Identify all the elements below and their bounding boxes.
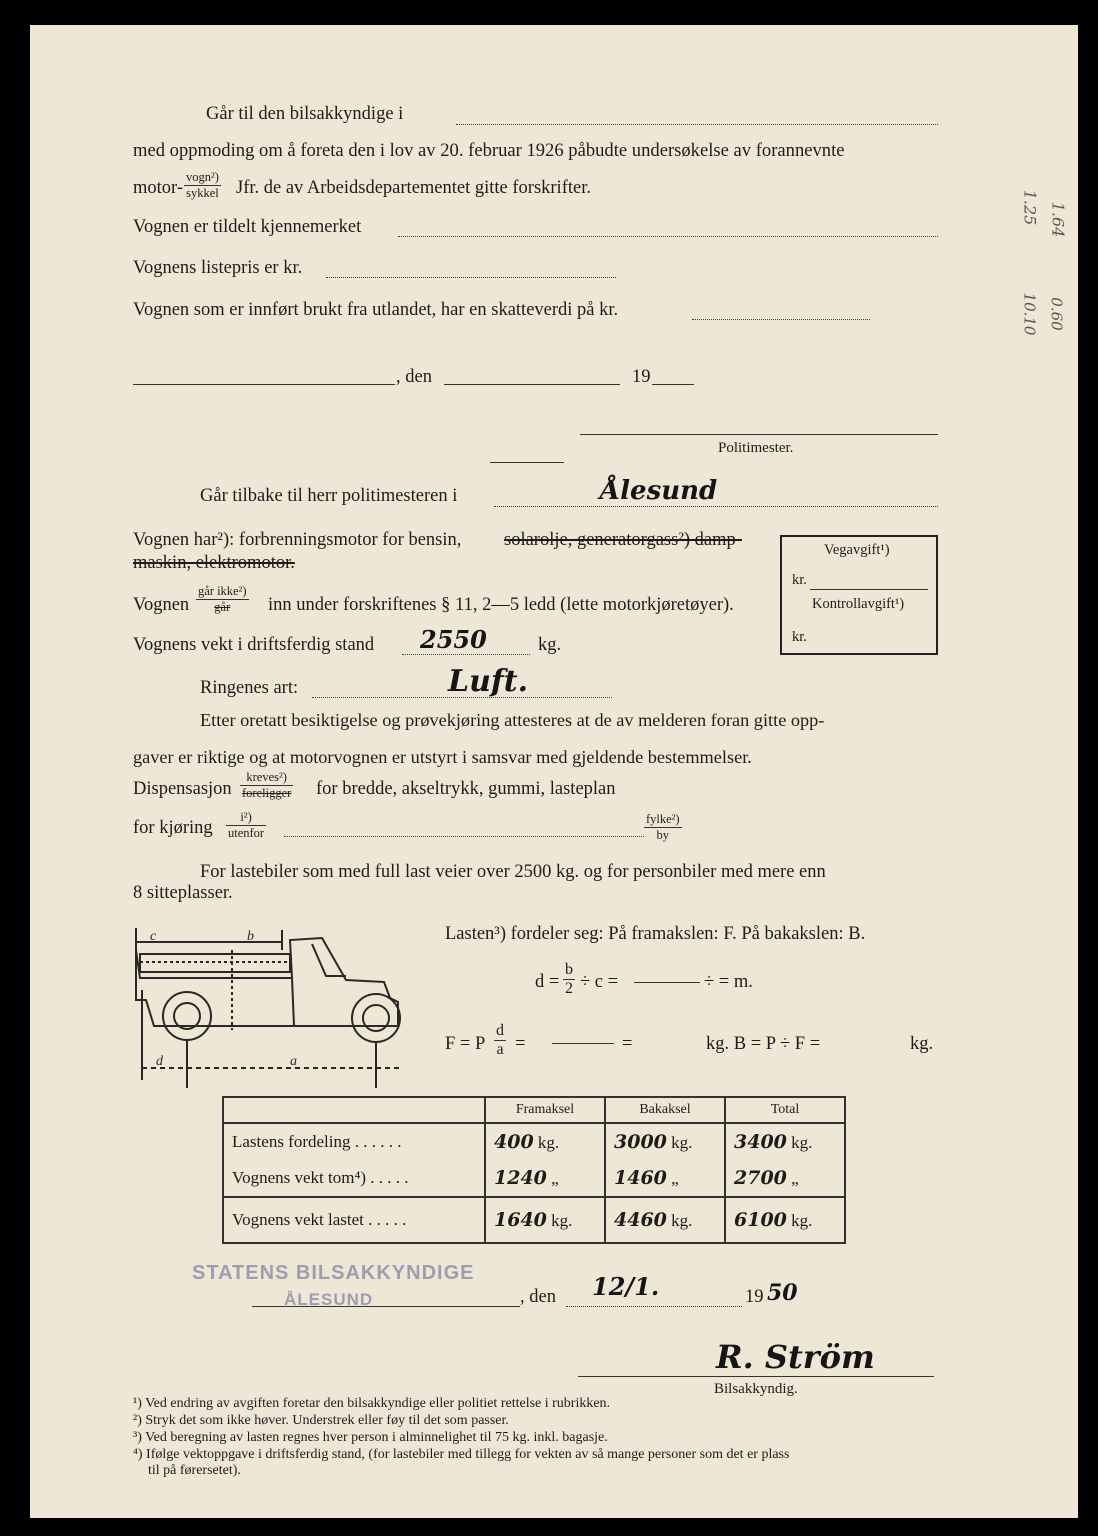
gar-fraction xyxy=(196,584,249,615)
table-row xyxy=(223,1123,845,1160)
table-row xyxy=(223,1160,845,1197)
frac-vogn-bottom: sykkel xyxy=(186,186,219,200)
formula-d-over-a xyxy=(494,1022,506,1059)
footnote-4: ⁴) Ifølge vektoppgave i driftsferdig stand, (for lastebiler med tillegg for vekten av så mange personer som det er plass xyxy=(133,1447,790,1462)
frac-vogn-top: vogn²) xyxy=(186,170,219,184)
dispensasjon-suffix: for bredde, akseltrykk, gummi, lasteplan xyxy=(316,779,616,799)
place-line[interactable] xyxy=(133,384,395,385)
kr-label-2: kr. xyxy=(792,629,807,645)
signoff-den: , den xyxy=(520,1287,556,1307)
signoff-date: 12/1. xyxy=(592,1272,660,1301)
formula-f-a: a xyxy=(496,1041,504,1058)
signature: R. Ström xyxy=(716,1338,875,1376)
intro-line-3-suffix: Jfr. de av Arbeidsdepartementet gitte forskrifter. xyxy=(236,178,591,198)
cell-value[interactable] xyxy=(485,1123,605,1160)
year-label: 19 xyxy=(632,367,651,387)
row0-unit-1: kg. xyxy=(537,1133,560,1152)
vognen-label: Vognen xyxy=(133,595,190,615)
listepris-label: Vognens listepris er kr. xyxy=(133,258,303,278)
frac-fylke-bottom: by xyxy=(656,828,670,842)
diagram-label-c: c xyxy=(150,929,157,944)
row2-total: 6100 xyxy=(734,1209,787,1231)
row1-unit-3: „ xyxy=(791,1169,799,1188)
fee-box xyxy=(780,535,938,655)
cell-value[interactable] xyxy=(725,1123,845,1160)
cell-value[interactable] xyxy=(605,1123,725,1160)
year-line[interactable] xyxy=(652,384,694,385)
formula-kg: kg. xyxy=(910,1034,934,1054)
formula-d-line[interactable] xyxy=(634,982,700,983)
frac-fylke-top: fylke²) xyxy=(646,812,680,826)
fylke-by-fraction xyxy=(644,812,682,843)
struck-fuel-types-2: maskin, elektromotor. xyxy=(133,553,295,573)
attest-line-2: gaver er riktige og at motorvognen er utstyrt i samsvar med gjeldende bestemmelser. xyxy=(133,747,752,767)
row1-bakaksel: 1460 xyxy=(614,1167,667,1189)
margin-note-4: 0.60 xyxy=(1047,297,1066,331)
politimester-label: Politimester. xyxy=(718,440,794,456)
vegavgift-field[interactable] xyxy=(810,589,928,590)
section-divider xyxy=(490,462,564,463)
vekt-value: 2550 xyxy=(420,625,487,654)
attest-line-1: Etter oretatt besiktigelse og prøvekjøring attesteres at de av melderen foran gitte opp- xyxy=(200,710,825,730)
signoff-date-field[interactable] xyxy=(566,1306,742,1307)
frac-gar-bottom: går xyxy=(214,600,231,614)
vegavgift-label: Vegavgift¹) xyxy=(824,542,890,558)
row2-unit-2: kg. xyxy=(671,1211,693,1230)
kjoring-label: for kjøring xyxy=(133,818,213,838)
frac-i-top: i²) xyxy=(226,810,266,826)
header-framaksel: Framaksel xyxy=(485,1097,605,1123)
vekt-label: Vognens vekt i driftsferdig stand xyxy=(133,635,375,655)
formula-f-d: d xyxy=(496,1022,504,1039)
intro-line-3-prefix: motor- xyxy=(133,178,183,198)
vekt-unit: kg. xyxy=(538,635,562,655)
date-line[interactable] xyxy=(444,384,620,385)
ringer-label: Ringenes art: xyxy=(200,678,299,698)
frac-krev-top: kreves²) xyxy=(240,770,293,786)
formula-b: b xyxy=(565,961,573,978)
bilsakkyndig-signature-line[interactable] xyxy=(578,1376,934,1377)
cell-value[interactable] xyxy=(485,1160,605,1197)
cell-value[interactable] xyxy=(605,1197,725,1243)
vekt-field[interactable] xyxy=(402,654,530,655)
formula-f-eq2: = xyxy=(622,1034,633,1054)
bilsakkyndige-place-field[interactable] xyxy=(456,124,938,125)
row2-unit-1: kg. xyxy=(551,1211,573,1230)
footnote-2: ²) Stryk det som ikke høver. Understrek eller føy til det som passer. xyxy=(133,1413,509,1428)
skatteverdi-label: Vognen som er innført brukt fra utlandet, har en skatteverdi på kr. xyxy=(133,300,619,320)
row-label: Lastens fordeling . . . . . . xyxy=(223,1123,485,1160)
cell-value[interactable] xyxy=(485,1197,605,1243)
lastebiler-para-2: 8 sitteplasser. xyxy=(133,883,233,903)
cell-value[interactable] xyxy=(605,1160,725,1197)
signoff-year-suffix: 50 xyxy=(767,1280,798,1306)
kreves-fraction xyxy=(240,770,293,801)
kjennemerke-label: Vognen er tildelt kjennemerket xyxy=(133,217,362,237)
cell-value[interactable] xyxy=(725,1160,845,1197)
kjennemerke-field[interactable] xyxy=(398,236,938,237)
row-label: Vognens vekt lastet . . . . . xyxy=(223,1197,485,1243)
row0-framaksel: 400 xyxy=(494,1131,534,1153)
intro-line-2: med oppmoding om å foreta den i lov av 20. februar 1926 påbudte undersøkelse av forannevnte xyxy=(133,140,845,161)
row0-unit-3: kg. xyxy=(791,1133,813,1152)
stamp-line-2: ÅLESUND xyxy=(284,1290,374,1309)
formula-f-prefix: F = P xyxy=(445,1034,486,1054)
formula-two: 2 xyxy=(565,980,573,997)
row-label: Vognens vekt tom⁴) . . . . . xyxy=(223,1160,485,1197)
truck-diagram xyxy=(132,920,412,1088)
dispensasjon-label: Dispensasjon xyxy=(133,779,232,799)
vogn-sykkel-fraction xyxy=(184,170,221,201)
retur-place-field[interactable] xyxy=(494,506,938,507)
row0-unit-2: kg. xyxy=(671,1133,693,1152)
formula-d-prefix: d = xyxy=(535,972,560,992)
cell-value[interactable] xyxy=(725,1197,845,1243)
fordeler-text: Lasten³) fordeler seg: På framakslen: F. På bakakslen: B. xyxy=(445,924,866,944)
skatteverdi-field[interactable] xyxy=(692,319,870,320)
listepris-field[interactable] xyxy=(326,277,616,278)
formula-f-line[interactable] xyxy=(552,1043,614,1044)
header-bakaksel: Bakaksel xyxy=(605,1097,725,1123)
retur-place-value: Ålesund xyxy=(600,476,718,506)
formula-d-rest: ÷ c = xyxy=(580,972,619,992)
signoff-year-prefix: 19 xyxy=(745,1287,764,1307)
den-label: , den xyxy=(396,367,432,387)
footnote-3: ³) Ved beregning av lasten regnes hver person i alminnelighet til 75 kg. inkl. bagasje. xyxy=(133,1430,608,1445)
footnote-1: ¹) Ved endring av avgiften foretar den bilsakkyndige eller politiet rettelse i rubrikken. xyxy=(133,1396,611,1411)
bilsakkyndig-label: Bilsakkyndig. xyxy=(714,1381,798,1397)
frac-krev-bottom: foreligger xyxy=(242,786,292,800)
table-row xyxy=(223,1197,845,1243)
header-total: Total xyxy=(725,1097,845,1123)
load-table-header xyxy=(223,1097,845,1123)
margin-note-2: 1.64 xyxy=(1048,201,1068,238)
diagram-label-a: a xyxy=(290,1054,297,1069)
ringer-value: Luft. xyxy=(448,664,529,699)
stamp-line-1: STATENS BILSAKKYNDIGE xyxy=(192,1262,475,1284)
margin-note-3: 10.10 xyxy=(1020,292,1039,336)
row2-unit-3: kg. xyxy=(791,1211,813,1230)
frac-i-bottom: utenfor xyxy=(228,826,265,840)
row0-total: 3400 xyxy=(734,1131,787,1153)
retur-label: Går tilbake til herr politimesteren i xyxy=(200,486,458,506)
signoff-place-line[interactable] xyxy=(252,1306,520,1307)
header-empty xyxy=(223,1097,485,1123)
diagram-label-d: d xyxy=(156,1054,163,1069)
row2-framaksel: 1640 xyxy=(494,1209,547,1231)
forskrift-text: inn under forskriftenes § 11, 2—5 ledd (lette motorkjøretøyer). xyxy=(268,595,734,615)
frac-gar-top: går ikke²) xyxy=(198,584,247,598)
struck-fuel-types-1: solarolje, generatorgass²) damp- xyxy=(504,530,742,550)
kjoring-field[interactable] xyxy=(284,836,644,837)
formula-f-end: kg. B = P ÷ F = xyxy=(706,1034,821,1054)
lastebiler-para-1: For lastebiler som med full last veier over 2500 kg. og for personbiler med mere enn xyxy=(200,862,826,882)
row2-bakaksel: 4460 xyxy=(614,1209,667,1231)
diagram-label-b: b xyxy=(247,929,254,944)
row0-bakaksel: 3000 xyxy=(614,1131,667,1153)
formula-d-end: ÷ = m. xyxy=(704,972,753,992)
i-utenfor-fraction xyxy=(226,810,266,841)
row1-unit-2: „ xyxy=(671,1169,679,1188)
kontrollavgift-label: Kontrollavgift¹) xyxy=(812,596,905,612)
intro-line-1: Går til den bilsakkyndige i xyxy=(206,104,404,124)
row1-total: 2700 xyxy=(734,1167,787,1189)
row1-framaksel: 1240 xyxy=(494,1167,547,1189)
formula-f-eq: = xyxy=(515,1034,526,1054)
margin-note-1: 1.25 xyxy=(1020,189,1040,226)
vognen-har-label: Vognen har²): forbrenningsmotor for bensin, xyxy=(133,530,462,550)
footnote-4-cont: til på førersetet). xyxy=(148,1463,241,1478)
row1-unit-1: „ xyxy=(551,1169,559,1188)
politimester-signature-line[interactable] xyxy=(580,434,938,435)
formula-b-over-2 xyxy=(563,961,575,998)
load-table xyxy=(222,1096,846,1244)
kr-label-1: kr. xyxy=(792,572,807,588)
